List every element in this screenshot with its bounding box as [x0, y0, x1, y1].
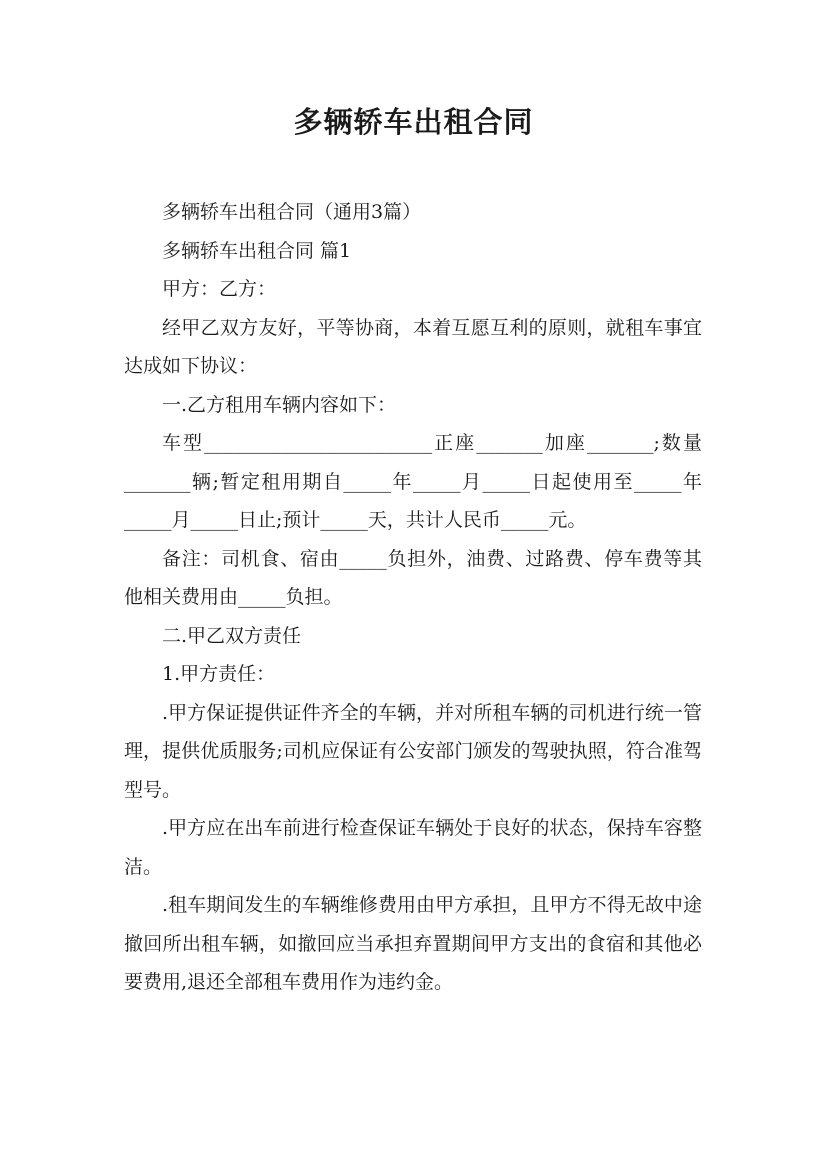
section-heading: 多辆轿车出租合同 篇1	[162, 239, 352, 262]
subtitle-paragraph: 多辆轿车出租合同（通用3篇）	[162, 201, 422, 223]
document-title: 多辆轿车出租合同	[293, 105, 534, 139]
document-body	[124, 193, 702, 1002]
party-a-duty-item-2: .甲方应在出车前进行检查保证车辆处于良好的状态，保持车容整洁。	[124, 817, 702, 878]
party-a-duty-heading: 1.甲方责任：	[162, 663, 276, 685]
intro-paragraph: 经甲乙双方友好，平等协商，本着互愿互利的原则，就租车事宜达成如下协议：	[124, 316, 702, 377]
note-paragraph: 备注：司机食、宿由_____负担外，油费、过路费、停车费等其他相关费用由_____负担。	[124, 547, 702, 608]
party-a-duty-item-3: .租车期间发生的车辆维修费用由甲方承担，且甲方不得无故中途撤回所出租车辆，如撤回应当承担弃置期间甲方支出的食宿和其他必要费用,退还全部租车费用作为违约金。	[124, 894, 702, 993]
rental-details-paragraph: 车型________________________正座_______加座_______;数量_______辆;暂定租用期自_____年_____月_____日起使用至_____年_____月_____日止;预计_____天，共计人民币_____元。	[124, 432, 702, 531]
clause-1-heading: 一.乙方租用车辆内容如下：	[162, 393, 397, 416]
parties-line: 甲方：乙方：	[162, 278, 277, 300]
party-a-duty-item-1: .甲方保证提供证件齐全的车辆，并对所租车辆的司机进行统一管理，提供优质服务;司机应保证有公安部门颁发的驾驶执照，符合准驾型号。	[124, 701, 702, 801]
clause-2-heading: 二.甲乙双方责任	[162, 624, 302, 647]
